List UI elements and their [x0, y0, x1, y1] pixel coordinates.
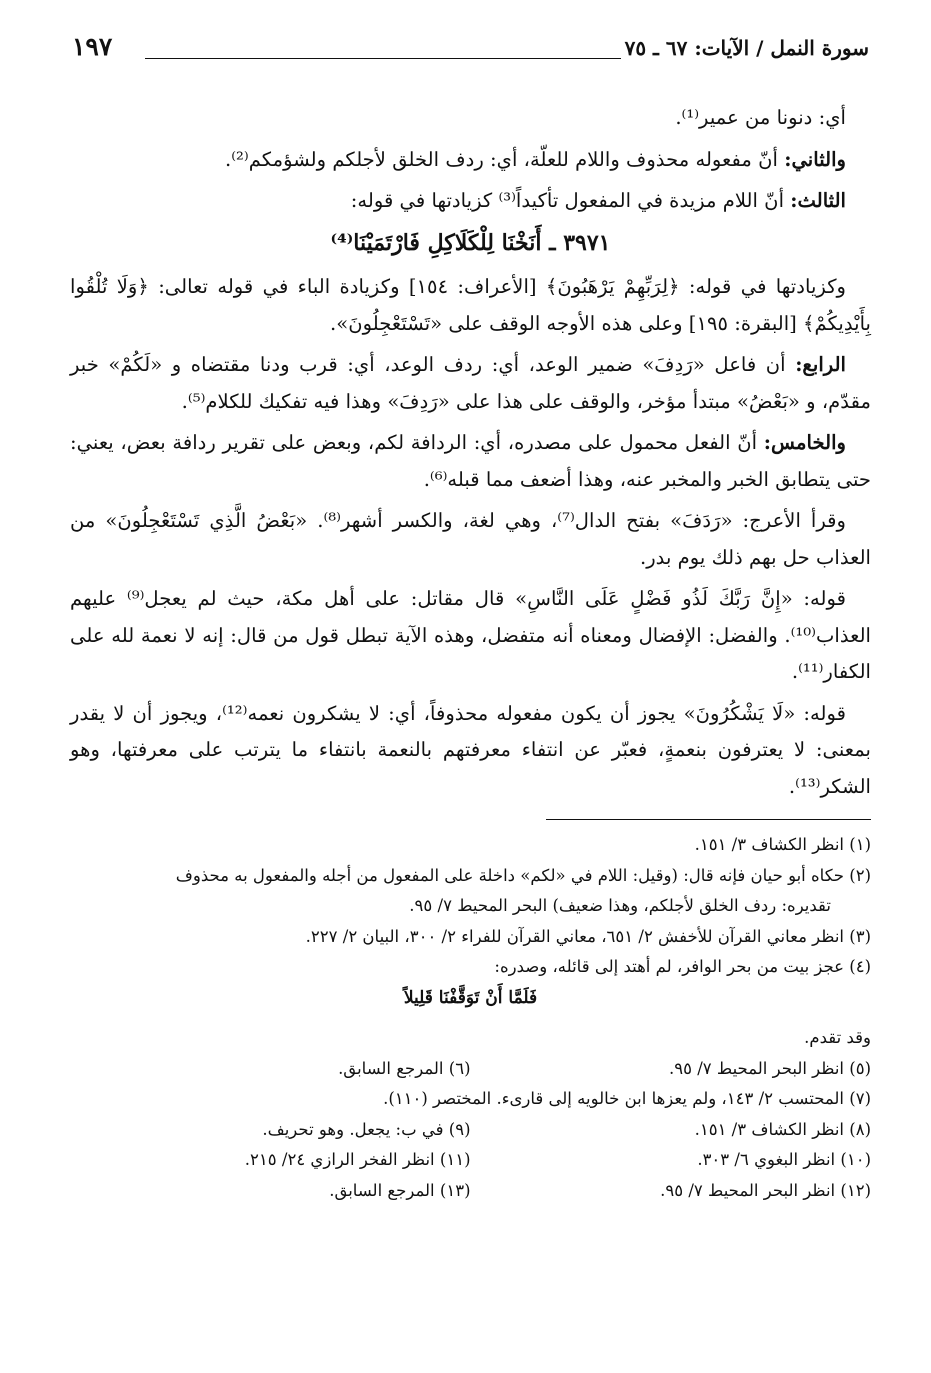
poetry-verse: ٣٩٧١ ـ أَنَخْنَا لِلْكَلَاكِلِ فَارْتَمَيْنَا⁽⁴⁾: [330, 229, 611, 256]
paragraph-2-text: أنّ مفعوله محذوف واللام للعلّة، أي: ردف الخلق لأجلكم ولشؤمكم⁽²⁾.: [225, 147, 785, 171]
main-text: [70, 100, 871, 805]
footnote-9: (٩) في ب: يجعل. وهو تحريف.: [262, 1119, 471, 1139]
footnote-13: (١٣) المرجع السابق.: [329, 1180, 471, 1200]
page-number: ١٩٧: [72, 32, 113, 61]
header-rule: [145, 58, 621, 59]
footnote-6: (٦) المرجع السابق.: [338, 1058, 471, 1078]
footnote-7: (٧) المحتسب ٢/ ١٤٣، ولم يعزها ابن خالويه إلى قارىء. المختصر (١١٠).: [383, 1089, 871, 1108]
paragraph-4: وكزيادتها في قوله: ﴿لِرَبِّهِمْ يَرْهَبُونَ﴾ [الأعراف: ١٥٤] وكزيادة الباء في قوله تعالى: ﴿وَلَا تُلْقُوا بِأَيْدِيكُمْ﴾ [البقرة: ١٩٥] وعلى هذه الأوجه الوقف على «تَسْتَعْجِلُونَ».: [70, 275, 871, 335]
paragraph-2: [70, 142, 871, 179]
paragraph-3: [70, 183, 871, 220]
footnote-row: [70, 1054, 871, 1085]
label-second: والثاني:: [784, 147, 846, 171]
footnote-4-after: وقد تقدم.: [804, 1028, 871, 1047]
footnote-4-verse: فَلَمَّا أَنْ تَوَقَّفْنَا قَلِيلاً: [403, 987, 538, 1008]
page-header: [70, 30, 871, 72]
paragraph-6: [70, 425, 871, 498]
paragraph-9: قوله: «لَا يَشْكُرُونَ» يجوز أن يكون مفعوله محذوفاً، أي: لا يشكرون نعمه⁽¹²⁾، ويجوز أن لا يقدر بمعنى: لا يعترفون بنعمةٍ، فعبّر عن انتفاء معرفتهم بالنعمة بانتفاء ما يترتب على معرفتها، وهو الشكر⁽¹³⁾.: [70, 701, 871, 798]
paragraph-5: [70, 347, 871, 420]
paragraph-7: وقرأ الأعرج: «رَدَفَ» بفتح الدال⁽⁷⁾، وهي لغة، والكسر أشهر⁽⁸⁾. «بَعْضُ الَّذِي تَسْتَعْجِلُونَ» من العذاب حل بهم ذلك يوم بدر.: [70, 509, 871, 569]
footnote-4: (٤) عجز بيت من بحر الوافر، لم أهتد إلى قائله، وصدره:: [494, 957, 871, 976]
paragraph-8: قوله: «إِنَّ رَبَّكَ لَذُو فَضْلٍ عَلَى النَّاسِ» قال مقاتل: على أهل مكة، حيث لم يعجل⁽⁹⁾ عليهم العذاب⁽¹⁰⁾. والفضل: الإفضال ومعناه أنه متفضل، وهذه الآية تبطل قول من قال: إنه لا نعمة لله على الكفار⁽¹¹⁾.: [70, 587, 871, 683]
paragraph-5-text: أن فاعل «رَدِفَ» ضمير الوعد، أي: ردف الوعد، أي: قرب ودنا مقتضاه و «لَكُمْ» خبر مقدّم، و «بَعْضُ» مبتدأ مؤخر، والوقف على هذا على «رَدِفَ» وهذا فيه تفكيك للكلام⁽⁵⁾.: [70, 353, 871, 413]
footnote-12: (١٢) انظر البحر المحيط ٧/ ٩٥.: [660, 1180, 871, 1200]
footnote-row: [70, 1115, 871, 1146]
footnote-10: (١٠) انظر البغوي ٦/ ٣٠٣.: [697, 1150, 871, 1169]
footnotes: [70, 830, 871, 1206]
footnote-row: [70, 1145, 871, 1176]
footnote-row: [70, 1176, 871, 1207]
footnote-2: (٢) حكاه أبو حيان فإنه قال: (وقيل: اللام في «لكم» داخلة على المفعول من أجله والمفعول به محذوف: [175, 865, 871, 885]
footnote-2-continued: تقديره: ردف الخلق لأجلكم، وهذا ضعيف) البحر المحيط ٧/ ٩٥.: [409, 896, 831, 915]
paragraph-6-text: أنّ الفعل محمول على مصدره، أي: الردافة لكم، وبعض على تقرير ردافة بعض، يعني: حتى يتطابق الخبر والمخبر عنه، وهذا أضعف مما قبله⁽⁶⁾.: [70, 431, 871, 491]
footnote-8: (٨) انظر الكشاف ٣/ ١٥١.: [694, 1119, 871, 1139]
page: [70, 30, 871, 1353]
label-third: الثالث:: [790, 189, 846, 212]
footnote-11: (١١) انظر الفخر الرازي ٢٤/ ٢١٥.: [244, 1150, 471, 1169]
paragraph-1: أي: دنونا من عمير⁽¹⁾.: [675, 106, 846, 129]
label-fifth: والخامس:: [763, 431, 846, 454]
running-title: سورة النمل / الآيات: ٦٧ ـ ٧٥: [624, 36, 869, 60]
paragraph-3-text: أنّ اللام مزيدة في المفعول تأكيداً⁽³⁾ كزيادتها في قوله:: [350, 189, 791, 212]
footnote-3: (٣) انظر معاني القرآن للأخفش ٢/ ٦٥١، معاني القرآن للفراء ٢/ ٣٠٠، البيان ٢/ ٢٢٧.: [305, 926, 871, 946]
footnote-1: (١) انظر الكشاف ٣/ ١٥١.: [694, 835, 871, 854]
footnote-5: (٥) انظر البحر المحيط ٧/ ٩٥.: [668, 1058, 871, 1078]
footnote-separator: [546, 819, 871, 820]
label-fourth: الرابع:: [795, 353, 846, 376]
